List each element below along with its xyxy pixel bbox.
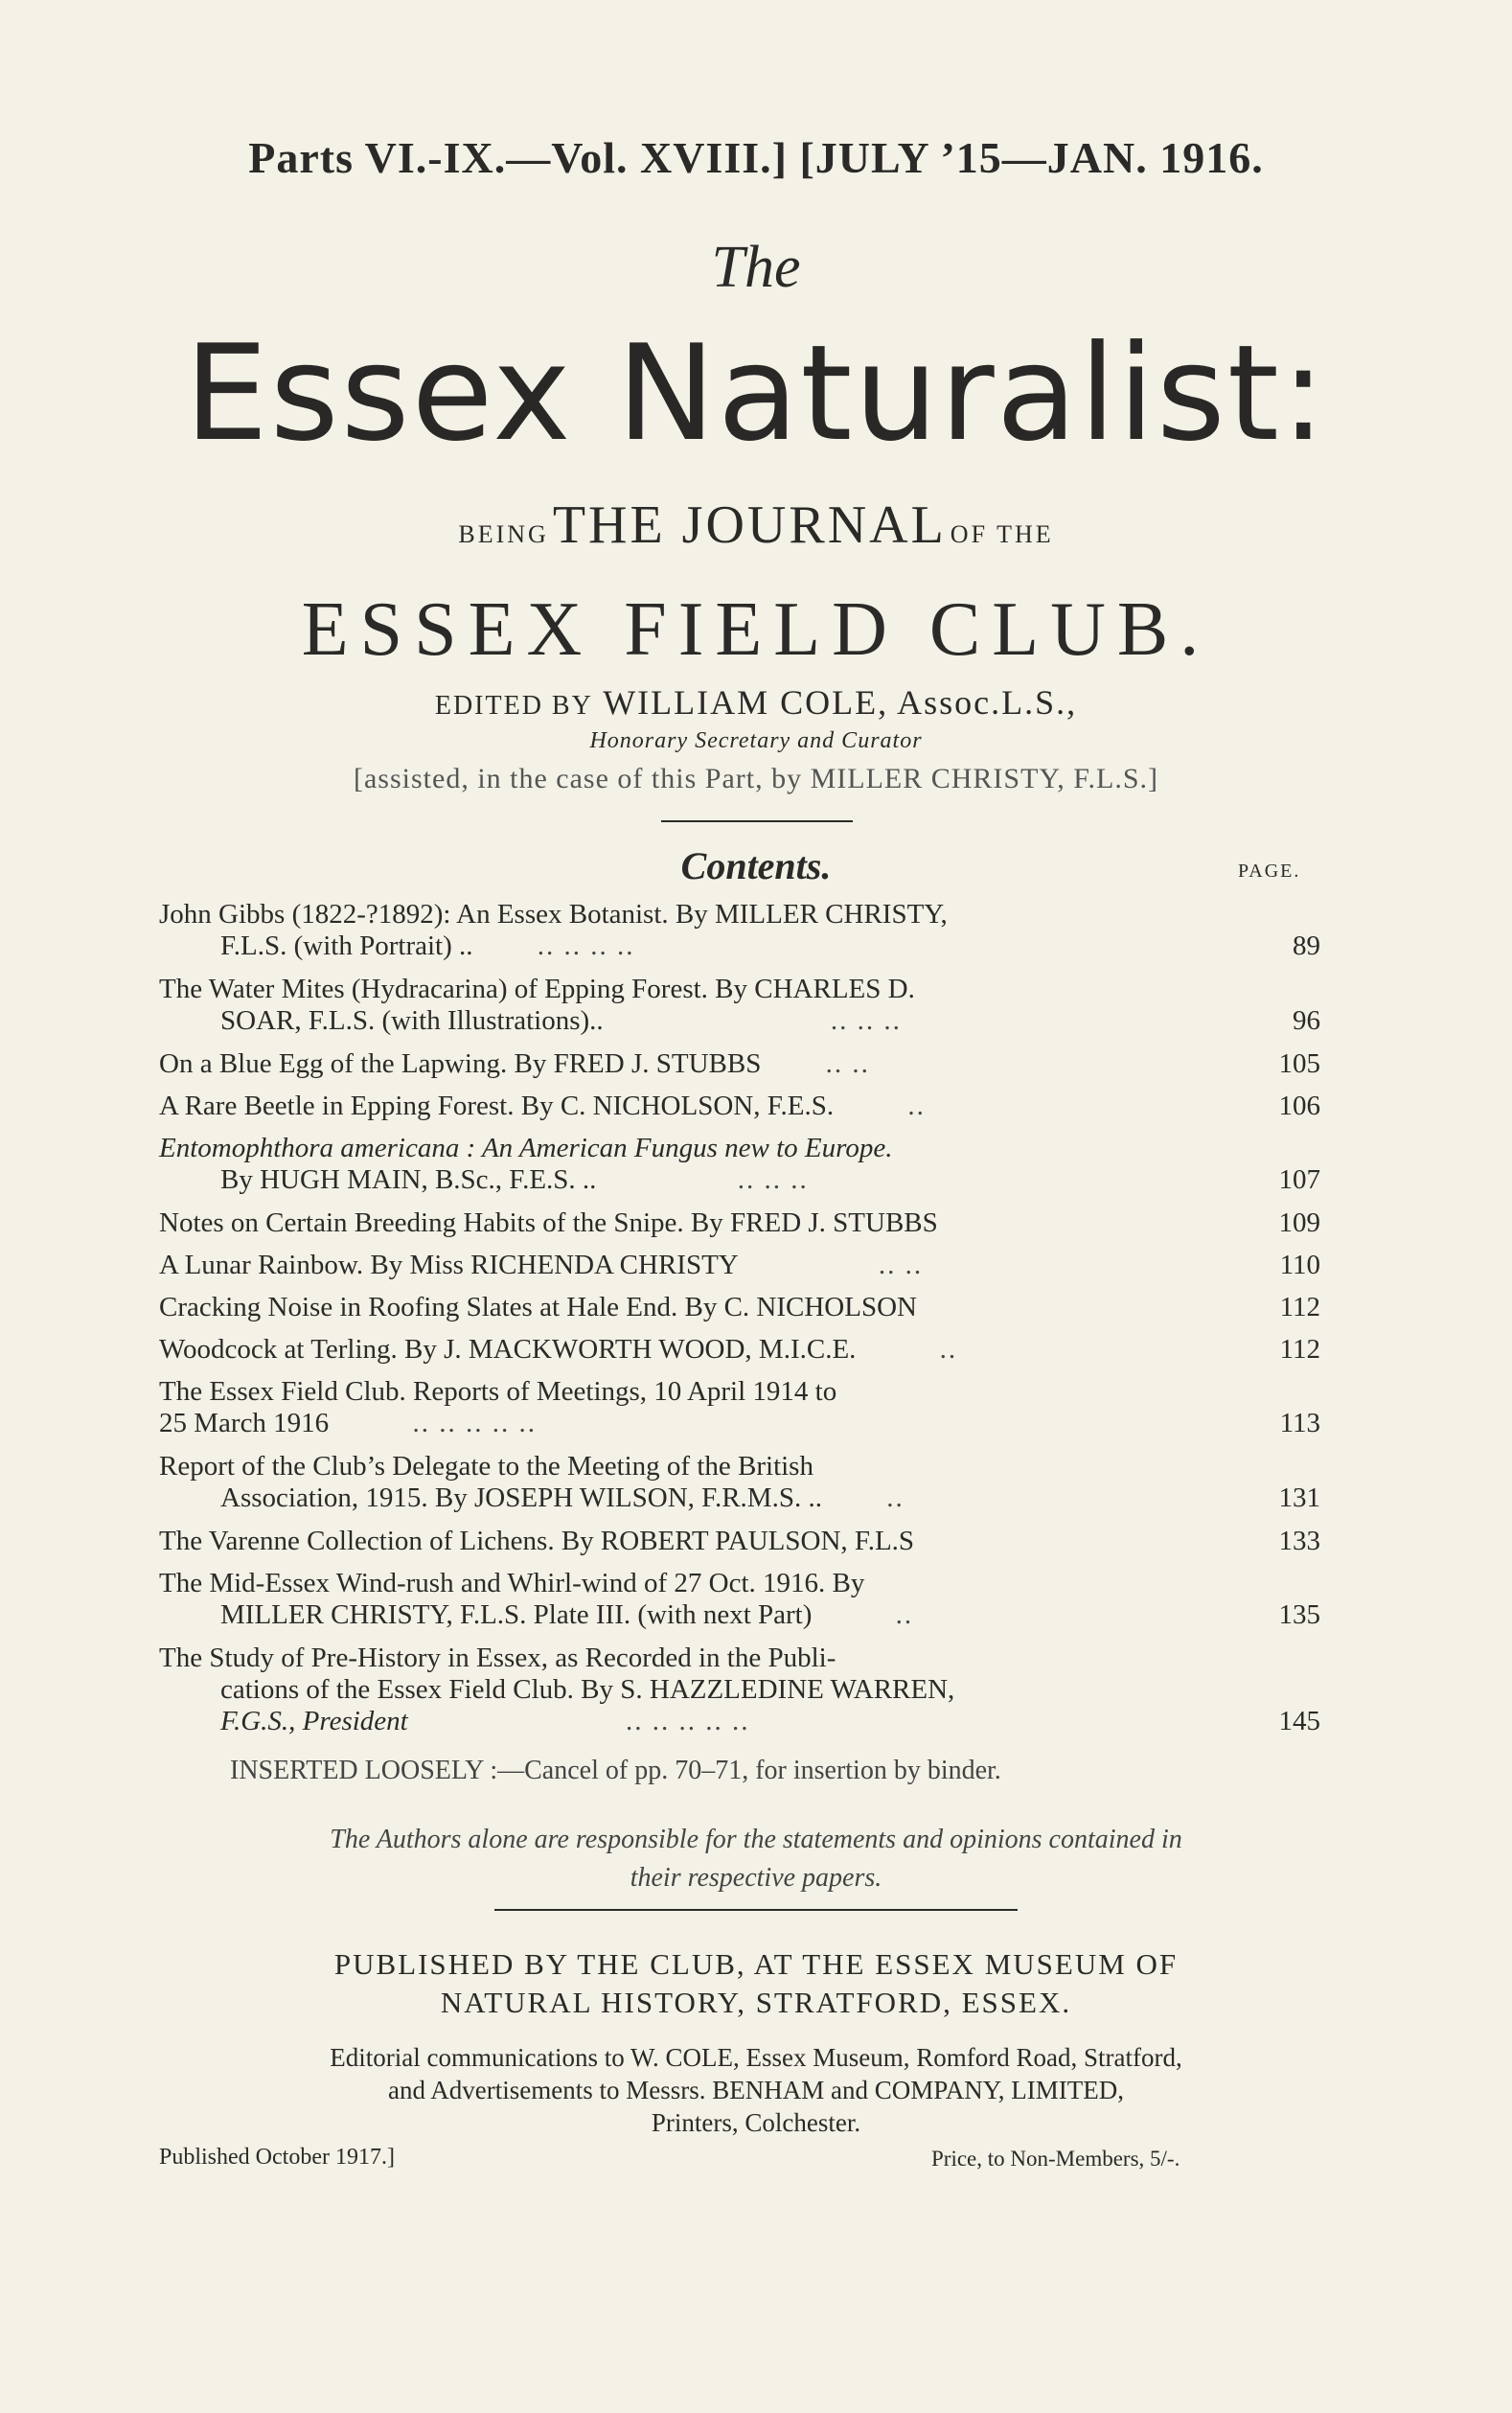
publication-date: Published October 1917.] [159,2145,395,2170]
editorial-line: and Advertisements to Messrs. BENHAM and COMPANY, LIMITED, [388,2076,1124,2104]
toc-entry-text: Association, 1915. By JOSEPH WILSON, F.R.M.S. .. [220,1482,822,1513]
toc-page-number: 112 [1279,1334,1320,1365]
toc-entry-text: SOAR, F.L.S. (with Illustrations).. [220,1005,604,1036]
toc-entry-line [159,1091,1309,1122]
of-the-words: OF THE [950,520,1054,548]
divider [661,820,853,822]
toc-entry [159,1091,1320,1122]
leader-dots: .. [907,1091,926,1121]
toc-entry-line: Cracking Noise in Roofing Slates at Hale End. By C. NICHOLSON [159,1292,917,1322]
journal-title: Essex Naturalist: [184,316,1328,471]
toc-entry-line [159,931,1309,962]
price-note: Price, to Non-Members, 5/-. [931,2147,1180,2171]
leader-dots: .. .. .. .. .. [626,1706,750,1736]
edited-by-label: EDITED BY [434,691,593,721]
toc-entry [159,1292,1320,1323]
leader-dots: .. .. [878,1250,924,1280]
toc-entry-line: The Varenne Collection of Lichens. By ROBERT PAULSON, F.L.S [159,1526,915,1556]
toc-entry-line [159,1482,1309,1514]
toc-entry [159,1568,1320,1631]
toc-page-number: 109 [1278,1207,1320,1238]
editorial-block [0,2041,1512,2139]
toc-entry-line: Notes on Certain Breeding Habits of the Snipe. By FRED J. STUBBS [159,1207,938,1238]
toc-entry-line: The Essex Field Club. Reports of Meetings, 10 April 1914 to [159,1376,837,1407]
toc-entry-line [159,1005,1309,1037]
publisher-block [0,1945,1512,2022]
toc-entry-text: MILLER CHRISTY, F.L.S. Plate III. (with next Part) [220,1599,813,1630]
toc-entry [159,1207,1320,1239]
leader-dots: .. .. .. .. [537,931,635,961]
toc-page-number: 133 [1278,1526,1320,1556]
toc-entry [159,1643,1320,1737]
volume-line: Parts VI.-IX.—Vol. XVIII.] [JULY ’15—JAN. 1916. [248,133,1264,182]
toc-entry-line: The Mid-Essex Wind-rush and Whirl-wind of 27 Oct. 1916. By [159,1568,865,1598]
toc-entry-line [159,1334,1309,1366]
toc-entry [159,1376,1320,1439]
inserted-note: INSERTED LOOSELY :—Cancel of pp. 70–71, for insertion by binder. [230,1756,1001,1785]
toc-entry [159,1334,1320,1366]
editor-role: Honorary Secretary and Curator [589,728,923,753]
toc-entry-text: F.G.S., President [220,1706,408,1736]
toc-entry-line [159,1250,1309,1281]
toc-entry-text: A Rare Beetle in Epping Forest. By C. NICHOLSON, F.E.S. [159,1091,835,1121]
toc-entry-line: The Study of Pre-History in Essex, as Recorded in the Publi- [159,1643,836,1673]
toc-page-number: 145 [1278,1706,1320,1736]
toc-entry [159,1526,1320,1557]
title-article: The [711,235,801,300]
leader-dots: .. [886,1482,905,1513]
leader-dots: .. [939,1334,958,1365]
toc-entry-text: On a Blue Egg of the Lapwing. By FRED J. STUBBS [159,1048,762,1079]
toc-entry-line: The Water Mites (Hydracarina) of Epping Forest. By CHARLES D. [159,974,915,1004]
divider [494,1909,1018,1911]
disclaimer-line: The Authors alone are responsible for the statements and opinions contained in [330,1825,1182,1854]
toc-entry-text: Woodcock at Terling. By J. MACKWORTH WOOD, M.I.C.E. [159,1334,857,1365]
toc-page-number: 106 [1278,1091,1320,1121]
toc-entry [159,1250,1320,1281]
club-name: ESSEX FIELD CLUB. [301,587,1211,672]
toc-entry-line [159,1164,1309,1196]
toc-entry [159,899,1320,962]
contents-heading: Contents. [680,844,832,887]
toc-page-number: 113 [1279,1408,1320,1438]
toc-page-number: 112 [1279,1292,1320,1322]
page-column-label: PAGE. [1238,861,1301,882]
publisher-line: PUBLISHED BY THE CLUB, AT THE ESSEX MUSEUM OF [333,1947,1179,1981]
subtitle-journal [0,494,1512,556]
editorial-line: Printers, Colchester. [651,2108,861,2137]
toc-page-number: 96 [1293,1005,1320,1036]
authors-disclaimer [0,1821,1512,1897]
toc-entry-line: Entomophthora americana : An American Fungus new to Europe. [159,1133,893,1163]
leader-dots: .. [895,1599,914,1630]
publisher-line: NATURAL HISTORY, STRATFORD, ESSEX. [440,1986,1072,2019]
toc-page-number: 131 [1278,1482,1320,1513]
editor-name: WILLIAM COLE, Assoc.L.S., [603,683,1078,722]
leader-dots: .. .. [825,1048,870,1079]
toc-entry-text: 25 March 1916 [159,1408,330,1438]
editorial-line: Editorial communications to W. COLE, Essex Museum, Romford Road, Stratford, [330,2043,1182,2072]
toc-entry [159,1048,1320,1080]
toc-page-number: 110 [1279,1250,1320,1280]
toc-entry [159,1451,1320,1514]
leader-dots: .. .. .. .. .. [412,1408,537,1438]
toc-entry-line: John Gibbs (1822-?1892): An Essex Botanist. By MILLER CHRISTY, [159,899,948,930]
toc-entry-text: F.L.S. (with Portrait) .. [220,931,473,961]
toc-page-number: 89 [1293,931,1320,961]
toc-page-number: 107 [1278,1164,1320,1195]
the-journal-words: THE JOURNAL [552,495,947,555]
toc-page-number: 105 [1278,1048,1320,1079]
editor-line [0,682,1512,723]
toc-entry [159,974,1320,1037]
toc-entry-line: cations of the Essex Field Club. By S. HAZZLEDINE WARREN, [220,1674,955,1705]
toc-entry-line [159,1706,1309,1737]
being-word: BEING [458,520,549,548]
leader-dots: .. .. .. [737,1164,809,1195]
toc-entry-line [159,1599,1309,1631]
toc-entry-text: A Lunar Rainbow. By Miss RICHENDA CHRISTY [159,1250,738,1280]
assisted-note: [assisted, in the case of this Part, by MILLER CHRISTY, F.L.S.] [354,763,1158,794]
leader-dots: .. .. .. [830,1005,902,1036]
disclaimer-line: their respective papers. [630,1863,882,1893]
toc-page-number: 135 [1278,1599,1320,1630]
toc-entry-line [159,1048,1309,1080]
toc-entry [159,1133,1320,1196]
toc-entry-text: By HUGH MAIN, B.Sc., F.E.S. .. [220,1164,597,1195]
toc-entry-line [159,1408,1309,1439]
toc-entry-line: Report of the Club’s Delegate to the Meeting of the British [159,1451,813,1482]
